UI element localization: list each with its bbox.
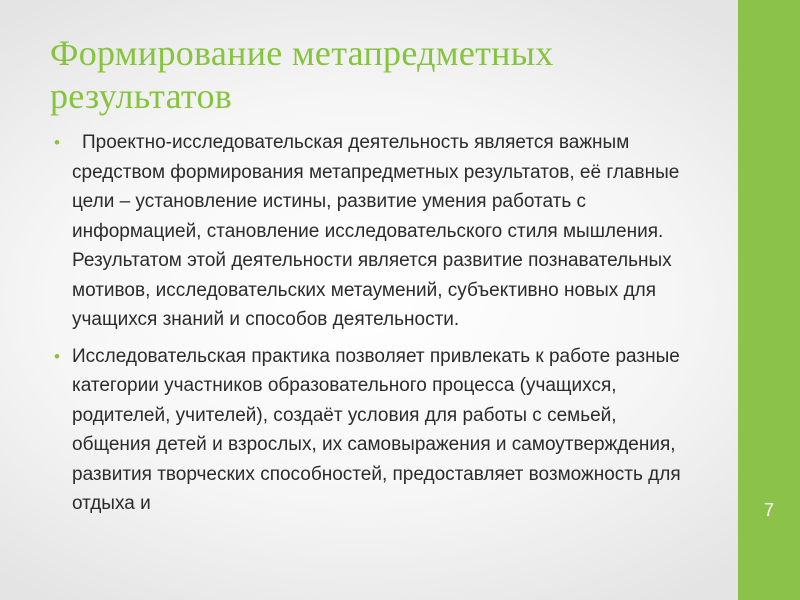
page-number: 7	[763, 500, 774, 520]
bullet-marker-icon: •	[54, 133, 60, 152]
bullet-item-1	[54, 128, 694, 335]
slide-title: Формирование метапредметных результатов	[50, 33, 554, 116]
accent-sidebar	[738, 0, 800, 600]
bullet-item-2	[54, 342, 694, 519]
bullet-text-2: Исследовательская практика позволяет привлекать к работе разные категории участников образовательного процесса (учащихся, родителей, учителей), создаёт условия для работы с семьей, общения детей и взрослых, их самовыражения и самоутверждения, развития творческих способностей, предоставляет возможность для отдыха и	[72, 345, 681, 514]
bullet-marker-icon: •	[54, 346, 60, 366]
bullet-text-1: Проектно-исследовательская деятельность является важным средством формирования метапредметных результатов, её главные цели – установление истины, развитие умения работать с информацией, становление исследовательского стиля мышления. Результатом этой деятельности является развитие познавательных мотивов, исследовательских метаумений, субъективно новых для учащихся знаний и способов деятельности.	[72, 132, 680, 330]
bullet-list	[54, 128, 694, 519]
